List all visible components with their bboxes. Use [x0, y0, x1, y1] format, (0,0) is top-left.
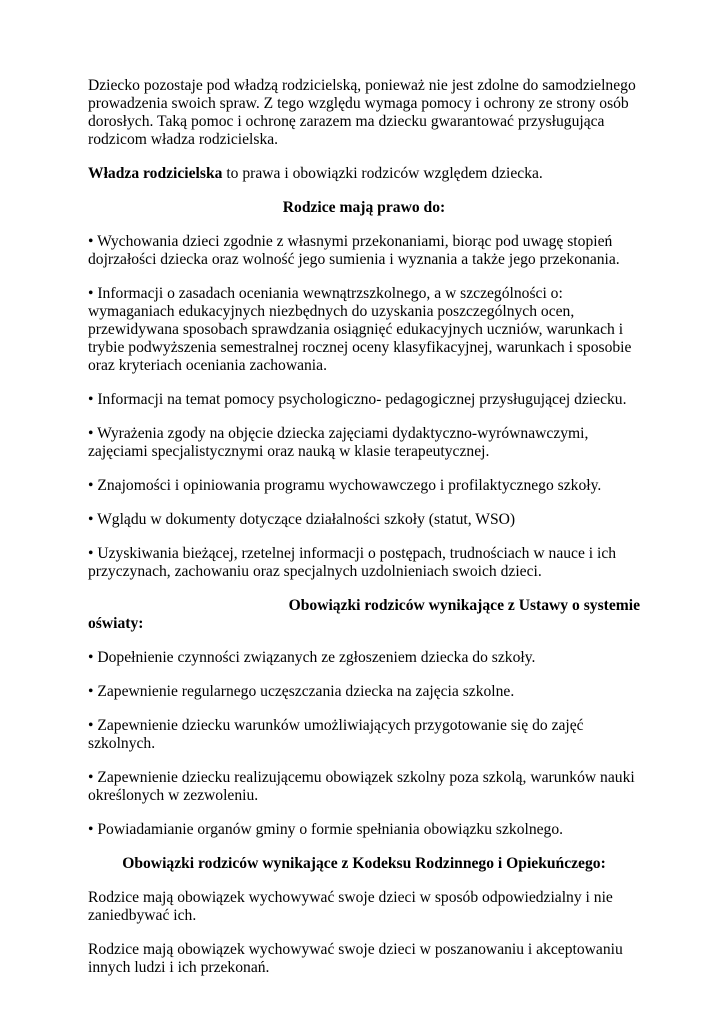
- education-act-heading-line2: oświaty:: [88, 615, 144, 632]
- list-item: • Wychowania dzieci zgodnie z własnymi przekonaniami, biorąc pod uwagę stopień dojrzałości dziecka oraz wolność jego sumienia i wyznania a także jego przekonania.: [88, 233, 620, 268]
- intro-paragraph: Dziecko pozostaje pod władzą rodzicielską, ponieważ nie jest zdolne do samodzielnego prowadzenia swoich spraw. Z tego względu wymaga pomocy i ochrony ze strony osób dorosłych. Taką pomoc i ochronę zarazem ma dziecku gwarantować przysługująca rodzicom władza rodzicielska.: [88, 77, 636, 148]
- education-act-heading: [88, 597, 640, 633]
- list-item: Rodzice mają obowiązek wychowywać swoje dzieci w poszanowaniu i akceptowaniu innych ludzi i ich przekonań.: [88, 941, 623, 976]
- document-page: [88, 77, 640, 993]
- definition-paragraph: [88, 165, 640, 183]
- rights-list: [88, 233, 640, 581]
- list-item: Rodzice mają obowiązek wychowywać swoje dzieci w sposób odpowiedzialny i nie zaniedbywać ich.: [88, 889, 613, 924]
- list-item: • Zapewnienie dziecku warunków umożliwiających przygotowanie się do zajęć szkolnych.: [88, 717, 584, 752]
- definition-term: Władza rodzicielska: [88, 165, 223, 182]
- list-item: • Wyrażenia zgody na objęcie dziecka zajęciami dydaktyczno-wyrównawczymi, zajęciami specjalistycznymi oraz nauką w klasie terapeutycznej.: [88, 425, 589, 460]
- education-act-list: [88, 649, 640, 839]
- list-item: • Wglądu w dokumenty dotyczące działalności szkoły (statut, WSO): [88, 511, 516, 528]
- rights-heading: Rodzice mają prawo do:: [282, 199, 446, 216]
- list-item: • Zapewnienie regularnego uczęszczania dziecka na zajęcia szkolne.: [88, 683, 515, 700]
- list-item: • Uzyskiwania bieżącej, rzetelnej informacji o postępach, trudnościach w nauce i ich przyczynach, zachowaniu oraz specjalnych uzdolnieniach swoich dzieci.: [88, 545, 617, 580]
- family-code-heading: Obowiązki rodziców wynikające z Kodeksu Rodzinnego i Opiekuńczego:: [122, 855, 606, 872]
- list-item: • Informacji na temat pomocy psychologiczno- pedagogicznej przysługującej dziecku.: [88, 391, 627, 408]
- list-item: • Zapewnienie dziecku realizującemu obowiązek szkolny poza szkolą, warunków nauki określonych w zezwoleniu.: [88, 769, 635, 804]
- list-item: • Dopełnienie czynności związanych ze zgłoszeniem dziecka do szkoły.: [88, 649, 536, 666]
- family-code-list: [88, 889, 640, 977]
- list-item: • Znajomości i opiniowania programu wychowawczego i profilaktycznego szkoły.: [88, 477, 602, 494]
- list-item: • Informacji o zasadach oceniania wewnątrzszkolnego, a w szczególności o: wymaganiach edukacyjnych niezbędnych do uzyskania poszczególnych ocen, przewidywana sposobach sprawdzania osiągnięć edukacyjnych uczniów, warunkach i trybie podwyższenia semestralnej rocznej oceny klasyfikacyjnej, warunkach i sposobie oraz kryteriach oceniania zachowania.: [88, 285, 632, 374]
- list-item: • Powiadamianie organów gminy o formie spełniania obowiązku szkolnego.: [88, 821, 564, 838]
- education-act-heading-line1: Obowiązki rodziców wynikające z Ustawy o systemie: [288, 597, 640, 614]
- definition-text: to prawa i obowiązki rodziców względem dziecka.: [222, 165, 543, 182]
